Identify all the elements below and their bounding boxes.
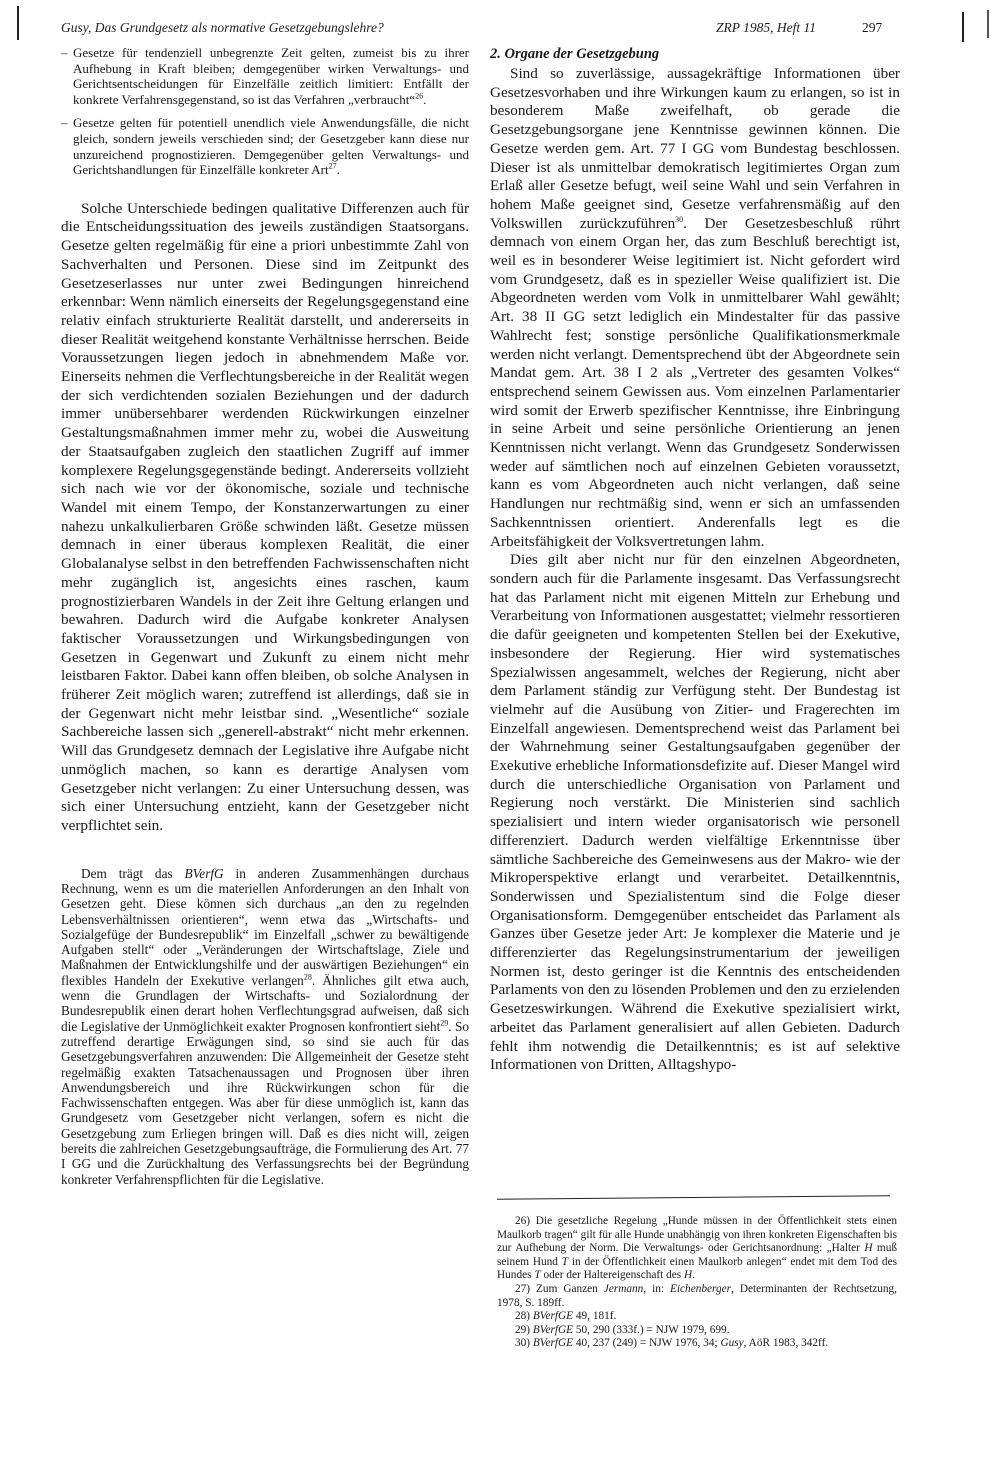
footnote (497, 1310, 897, 1324)
footnote-text: H (864, 1242, 873, 1255)
bullet-item (61, 45, 469, 107)
bullet-text: Gesetze gelten für potentiell unendlich viele Anwendungsfälle, die nicht gleich, sondern jeweils verschieden sind; der Gesetzgeber kann diese nur unzureichend prognostizieren. Demgegenüber gelten Verwaltungs- und Gerichtshandlungen für Einzelfälle konkreter Art (73, 115, 469, 178)
right-column (490, 45, 900, 1075)
footnote-text: . (692, 1269, 695, 1282)
footnote-text: 40, 237 (249) = NJW 1976, 34; (573, 1337, 721, 1350)
body-paragraph: Solche Unterschiede bedingen qualitative Differenzen auch für die Entscheidungssituation des jeweils zuständigen Staatsorgans. Gesetze gelten regelmäßig für eine a priori unbestimmte Zahl von Sachverhalten und Personen. Diese sind im Zeitpunkt des Gesetzeserlasses nur unter zwei Bedingungen hinreichend erkennbar: Wenn nämlich einerseits der Regelungsgegenstand eine relativ einfach strukturierte Realität darstellt, und andererseits in dieser Realität weitgehend konstante Verhältnisse herrschen. Beide Voraussetzungen liegen jedoch in abnehmendem Maße vor. Einerseits nehmen die Verflechtungsbereiche in der Realität wegen der sich verdichtenden sozialen Beziehungen und der dadurch immer unübersehbarer werdenden Rückwirkungen einzelner Gestaltungsmaßnahmen immer mehr zu, wobei die Ausweitung der Staatsaufgaben zugleich den staatlichen Zugriff auf immer komplexere Regelungsgegenstände bedingt. Andererseits vollzieht sich nach wie vor der ökonomische, soziale und technische Wandel mit einem Tempo, der Konstanzerwartungen zu einer nahezu unkalkulierbaren Größe schwinden läßt. Gesetze müssen demnach in einer überaus komplexen Realität, die einer Globalanalyse selbst in den betreffenden Fachwissenschaften nicht mehr zugänglich ist, angesichts eines raschen, kaum prognostizierbaren Wandels in der Zeit ihre Geltung erlangen und bewahren. Dadurch wird die Aufgabe konkreter Analysen faktischer Voraussetzungen und Wirkungsbedingungen von Gesetzen in Gegenwart und Zukunft zu einem nicht mehr leistbaren Faktor. Dabei kann offen bleiben, ob solche Analysen in früherer Zeit möglich waren; zutreffend ist allerdings, daß sie in der Gegenwart nicht mehr leistbar sind. „Wesentliche“ soziale Sachbereiche lassen sich „generell-abstrakt“ nicht mehr erkennen. Will das Grundgesetz demnach der Legislative ihre Aufgabe nicht unmöglich machen, so kann es derartige Analysen vom Gesetzgeber nicht verlangen: Zu einer Untersuchung dessen, was sich einer Untersuchung entzieht, kann der Gesetzgeber nicht verpflichtet sein. (61, 199, 469, 834)
footnote (497, 1283, 897, 1310)
bullet-tail: . (423, 91, 427, 107)
footnote-text: Die gesetzliche Regelung „Hunde müssen in der Öffentlichkeit stets einen Maulkorb tragen“ gilt für alle Hunde unabhängig von ihren konkreten Eigenschaften bis zur Aufhebung der Norm. Die Verwaltungs- oder Gerichtsanordnung: „Halter (497, 1215, 897, 1255)
footnote-text: H (683, 1269, 693, 1282)
bullet-item (61, 115, 469, 177)
footnote-number: 27) (515, 1282, 537, 1295)
bullet-text: Gesetze für tendenziell unbegrenzte Zeit gelten, zumeist bis zu ihrer Aufhebung in Kraft bleiben; demgegenüber wirken Verwaltungs- und Gerichtsentscheidungen für Einzelfälle zeitlich limitiert: Entfällt der konkrete Verfahrensgegenstand, so ist das Verfahren „verbraucht“ (73, 45, 469, 107)
footnote-text: BVerfGE (532, 1323, 574, 1336)
footnote-number: 30) (515, 1337, 533, 1350)
footnote-ref[interactable]: 26 (415, 91, 424, 101)
footnote (497, 1337, 897, 1351)
footnote-ref[interactable]: 28 (303, 972, 312, 982)
section-heading: 2. Organe der Gesetzgebung (490, 46, 660, 62)
text-run: . So zutreffend derartige Erwägungen sind, so sind sie auch für das Gesetzgebungsverfahren anzuwenden: Die Allgemeinheit der Gesetze steht regelmäßig exakten Tatsachenaussagen und Prognosen über ihren Anwendungsbereich und ihre Rückwirkungen schon für die Fachwissenschaften entgegen. Was aber für diese unmöglich ist, kann das Grundgesetz vom Gesetzgeber nicht verlangen, sofern es nicht die Gesetzgebung zum Erliegen bringen will. Daß es dies nicht will, zeigen bereits die zahlreichen Gesetzgebungsaufträge, die Formulierung des Art. 77 I GG und die Zurückhaltung des Verfassungsrechts bei der Begründung konkreter Verfahrenspflichten für die Legislative. (61, 1018, 469, 1187)
footnote (497, 1215, 897, 1283)
footnote-ref[interactable]: 30 (675, 214, 684, 224)
body-paragraph (490, 65, 900, 551)
bullet-tail: . (336, 162, 340, 178)
running-head-left: Gusy, Das Grundgesetz als normative Gesetzgebungslehre? (61, 20, 384, 35)
footnote (497, 1324, 897, 1338)
page-number: 297 (862, 20, 883, 35)
footnote-text: Jermann (603, 1282, 644, 1295)
text-run: in anderen Zusammenhängen durchaus Rechnung, wenn es um die materiellen Anforderungen an den Inhalt von Gesetzen geht. Diese können sich durchaus „an den zu regelnden Lebensverhältnissen orientieren“, wenn etwa das „Wirtschafts- und Sozialgefüge der Bundesrepublik“ im Einzelfall „schwer zu bewältigende Aufgaben stellt“ oder „Veränderungen der Wirtschaftslage, Ziele und Maßnahmen der Entwicklungshilfe und der auswärtigen Beziehungen“ ein flexibles Handeln der Exekutive verlangen (61, 865, 469, 988)
footnote-number: 29) (515, 1323, 533, 1336)
footnote-text: 50, 290 (333f.) = NJW 1979, 699. (573, 1323, 730, 1336)
text-run: . Der Gesetzesbeschluß rührt demnach von einem Organ her, das zum Beschluß berechtigt ist, weil es in besonderer Weise legitimiert ist. Nicht gefordert wird vom Grundgesetz, daß es in spezieller Weise qualifiziert ist. Die Abgeordneten werden vom Volk in unmittelbarer Wahl gewählt; Art. 38 II GG setzt lediglich ein Mindestalter für das passive Wahlrecht fest; sonstige persönliche Qualifikationsmerkmale werden nicht verlangt. Dementsprechend übt der Abgeordnete sein Mandat gem. Art. 38 I 2 als „Vertreter des gesamten Volkes“ entsprechend seinem Gewissen aus. Vom einzelnen Parlamentarier wird somit der Erwerb spezifischer Kenntnisse, ihre Einbringung in seine Arbeit und seine persönliche Orientierung an jenen Kenntnissen nicht verlangt. Wenn das Grundgesetz Sonderwissen weder auf sämtlichen noch auf einzelnen Gebieten voraussetzt, kann es vom Abgeordneten auch nicht verlangen, daß seine Handlungen nur rechtmäßig sind, wenn er sich an umfassenden Sachkenntnissen orientiert. Anderenfalls legt es die Arbeitsfähigkeit der Volksvertretungen lahm. (490, 214, 900, 550)
left-column (61, 45, 469, 1187)
footnote-number: 28) (515, 1310, 533, 1323)
footnote-ref[interactable]: 27 (328, 161, 337, 171)
footnote-text: Gusy (720, 1337, 744, 1350)
text-run: Sind so zuverlässige, aussagekräftige Informationen über Gesetzesvorhaben und ihre Wirkungen kaum zu erlangen, so ist in besonderem Maße zweifelhaft, ob gerade die Gesetzgebungsorgane jene Kenntnisse gewinnen können. Die Gesetze werden gem. Art. 77 I GG vom Bundestag beschlossen. Dieser ist als unmittelbar demokratisch legitimiertes Organ zum Erlaß aller Gesetze befugt, weil seine Wahl und sein Verfahren in hohem Maße geeignet sind, Gesetze verfahrensmäßig auf den Volkswillen zurückzuführen (490, 65, 900, 232)
dash-bullet: – (61, 45, 68, 60)
footnote-ref[interactable]: 29 (440, 1018, 449, 1028)
dash-bullet: – (61, 115, 68, 131)
footnote-text: , in: (643, 1282, 670, 1295)
footnote-text: , Determinanten der Rechtsetzung, 1978, S. 189ff. (497, 1282, 898, 1309)
bullet-list (61, 45, 469, 178)
footnote-text: T (534, 1269, 541, 1282)
footnote-number: 26) (515, 1215, 536, 1227)
footnote-text: , AöR 1983, 342ff. (743, 1337, 829, 1350)
footnote-text: 49, 181f. (573, 1310, 617, 1323)
text-run: . Ähnliches gilt etwa auch, wenn die Grundlagen der Wirtschafts- und Sozialordnung der Bundesrepublik einen derart hohen Verflechtungsgrad aufweisen, daß sich die Legislative der Unmöglichkeit exakter Prognosen konfrontiert sieht (61, 972, 470, 1034)
footnote-text: oder der Haltereigenschaft des (540, 1269, 684, 1282)
footnote-divider (497, 1195, 890, 1199)
scan-mark-right-2 (987, 10, 989, 38)
body-paragraph (61, 866, 469, 1187)
footnotes (497, 1215, 897, 1351)
footnote-text: in der Öffentlichkeit einen Maulkorb anlegen“ endet mit dem Tod des Hundes (497, 1255, 897, 1282)
footnote-text: BVerfGE (532, 1310, 574, 1323)
scan-mark-left (17, 6, 19, 40)
running-head-right: ZRP 1985, Heft 11 (716, 20, 816, 35)
text-run: Dem trägt das (81, 865, 185, 881)
footnote-text: Zum Ganzen (536, 1282, 604, 1295)
footnote-text: Eichenberger (670, 1282, 732, 1295)
body-paragraph: Dies gilt aber nicht nur für den einzelnen Abgeordneten, sondern auch für die Parlamente insgesamt. Das Verfassungsrecht hat das Parlament nicht mit eigenen Mitteln zur Erhebung und Verarbeitung von Informationen ausgestattet; vielmehr ressortieren die dafür geeigneten und kompetenten Stellen bei der Exekutive, insbesondere der Regierung. Hier wird systematisches Spezialwissen angesammelt, welches der Regierung, nicht aber dem Parlament ständig zur Verfügung steht. Der Bundestag ist vielmehr auf die Ausübung von Zitier- und Fragerechten im Einzelfall angewiesen. Dementsprechend weist das Parlament bei der Wahrnehmung seiner Gestaltungsaufgaben gegenüber der Exekutive erhebliche Informationsdefizite auf. Dieser Mangel wird durch die unterschiedliche Organisation von Parlament und Regierung noch verstärkt. Die Ministerien sind sachlich spezialisiert und intern wieder organisatorisch wie personell differenziert. Dadurch werden vielfältige Erkenntnisse über sämtliche Sachbereiche des Gemeinwesens aus der Makro- wie der Mikroperspektive erlangt und verarbeitet. Detailkenntnis, Sonderwissen und Spezialistentum sind die Folge dieser Organisationsform. Demgegenüber entscheidet das Parlament als Ganzes über Gesetze jeder Art: Je komplexer die Materie und je differenzierter das Regelungsinstrumentarium der jeweiligen Normen ist, desto geringer ist die Kenntnis des entscheidenden Parlaments von den zu lösenden Problemen und den zu erzielenden Gesetzeswirkungen. Während die Exekutive spezialisiert wirkt, arbeitet das Parlament generalisiert auf allen Gebieten. Dadurch fehlt ihm notwendig die Detailkenntnis; es ist auf selektive Informationen von Dritten, Alltagshypo- (490, 551, 900, 1074)
footnote-text: T (561, 1255, 569, 1268)
footnote-text: muß seinem Hund (497, 1242, 897, 1268)
scan-mark-right-1 (962, 12, 964, 42)
footnote-text: BVerfGE (532, 1337, 574, 1350)
court-abbreviation: BVerfG (184, 865, 224, 881)
